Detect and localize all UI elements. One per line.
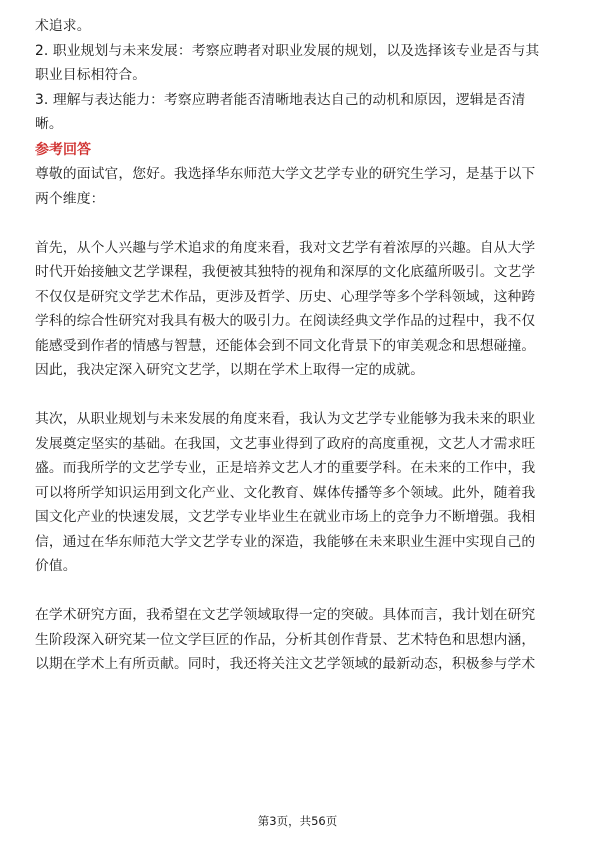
text-line: 首先，从个人兴趣与学术追求的角度来看，我对文艺学有着浓厚的兴趣。自从大学 (35, 239, 536, 256)
paragraph-career (35, 407, 563, 579)
text-line: 在学术研究方面，我希望在文艺学领域取得一定的突破。具体而言，我计划在研究 (35, 607, 536, 623)
paragraph-gap (35, 211, 563, 236)
text-line: 价值。 (35, 558, 77, 574)
text-line: 发展奠定坚实的基础。在我国，文艺事业得到了政府的高度重视，文艺人才需求旺 (35, 435, 536, 452)
intro-paragraph (35, 162, 563, 211)
text-line: 两个维度： (35, 190, 105, 207)
text-line: 术追求。 (35, 18, 91, 34)
text-line: 2. 职业规划与未来发展：考察应聘者对职业发展的规划，以及选择该专业是否与其 (35, 42, 540, 59)
text-line: 尊敬的面试官，您好。我选择华东师范大学文艺学专业的研究生学习，是基于以下 (35, 166, 536, 182)
text-line: 盛。而我所学的文艺学专业，正是培养文艺人才的重要学科。在未来的工作中，我 (35, 460, 536, 476)
text-line: 不仅仅是研究文学艺术作品，更涉及哲学、历史、心理学等多个学科领域，这种跨 (35, 288, 536, 305)
criteria-section (35, 14, 563, 137)
text-line: 时代开始接触文艺学课程，我便被其独特的视角和深厚的文化底蕴所吸引。文艺学 (35, 264, 536, 280)
paragraph-research (35, 603, 563, 677)
text-line: 其次，从职业规划与未来发展的角度来看，我认为文艺学专业能够为我未来的职业 (35, 411, 536, 427)
text-line: 生阶段深入研究某一位文学巨匠的作品，分析其创作背景、艺术特色和思想内涵， (35, 631, 536, 648)
text-line: 因此，我决定深入研究文艺学，以期在学术上取得一定的成就。 (35, 362, 425, 378)
text-line: 3. 理解与表达能力：考察应聘者能否清晰地表达自己的动机和原因，逻辑是否清 (35, 91, 526, 108)
paragraph-gap (35, 579, 563, 604)
text-line: 晰。 (35, 116, 63, 132)
text-line: 国文化产业的快速发展，文艺学专业毕业生在就业市场上的竞争力不断增强。我相 (35, 509, 536, 525)
paragraph-interest (35, 236, 563, 383)
text-line: 学科的综合性研究对我具有极大的吸引力。在阅读经典文学作品的过程中，我不仅 (35, 313, 536, 329)
text-line: 以期在学术上有所贡献。同时，我还将关注文艺学领域的最新动态，积极参与学术 (35, 656, 536, 672)
page-number-footer: 第3页，共56页 (257, 814, 338, 828)
text-line: 信，通过在华东师范大学文艺学专业的深造，我能够在未来职业生涯中实现自己的 (35, 533, 536, 550)
text-line: 职业目标相符合。 (35, 67, 147, 83)
text-line: 能感受到作者的情感与智慧，还能体会到不同文化背景下的审美观念和思想碰撞。 (35, 337, 536, 354)
paragraph-gap (35, 383, 563, 408)
document-page (35, 14, 563, 677)
section-heading: 参考回答 (35, 141, 91, 158)
text-line: 可以将所学知识运用到文化产业、文化教育、媒体传播等多个领域。此外，随着我 (35, 484, 536, 501)
